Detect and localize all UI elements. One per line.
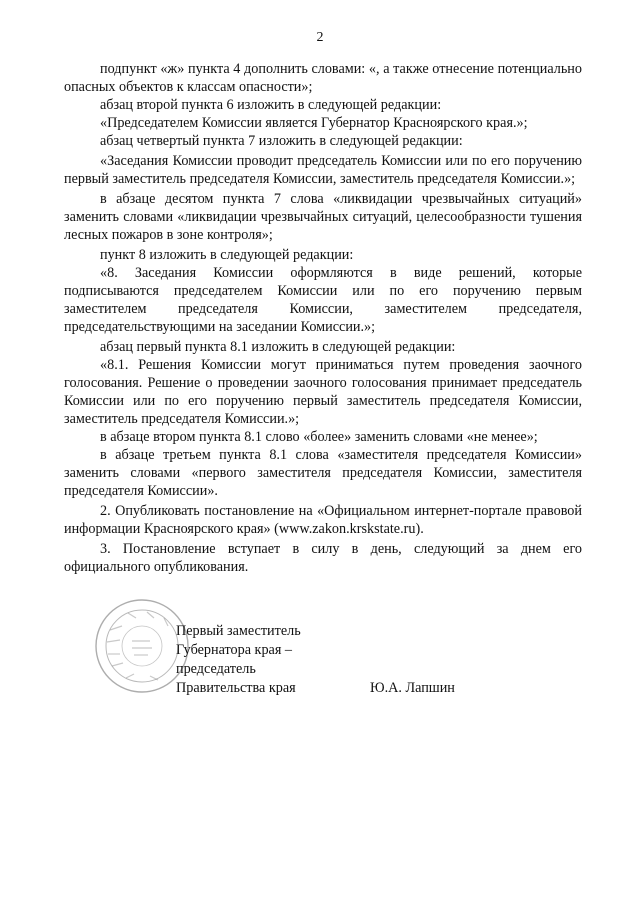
paragraph: в абзаце третьем пункта 8.1 слова «заместителя председателя Комиссии» заменить словами «первого заместителя председателя Комиссии, заместителя председателя Комиссии». — [64, 447, 582, 499]
document-body — [64, 60, 582, 576]
paragraph: в абзаце втором пункта 8.1 слово «более» заменить словами «не менее»; — [100, 429, 538, 445]
paragraph: абзац четвертый пункта 7 изложить в следующей редакции: — [100, 133, 463, 149]
signature-line: председатель — [176, 661, 256, 677]
signature-position — [176, 622, 301, 698]
signature-line: Первый заместитель — [176, 623, 301, 639]
signature-line: Правительства края — [176, 680, 296, 696]
paragraph: 2. Опубликовать постановление на «Официальном интернет-портале правовой информации Красноярского края» (www.zakon.krskstate.ru). — [64, 503, 582, 537]
paragraph: 3. Постановление вступает в силу в день, следующий за днем его официального опубликования. — [64, 541, 582, 575]
paragraph: «Председателем Комиссии является Губернатор Красноярского края.»; — [100, 115, 528, 131]
page-number: 2 — [316, 30, 324, 45]
paragraph: «8. Заседания Комиссии оформляются в виде решений, которые подписываются председателем Комиссии или по его поручению первым заместителем председателя Комиссии, заместителем председателя, председательствующими на заседании Комиссии.»; — [64, 265, 582, 335]
signature-line: Губернатора края – — [176, 642, 293, 658]
paragraph: «8.1. Решения Комиссии могут приниматься путем проведения заочного голосования. Решение о проведении заочного голосования принимает председатель Комиссии или по его поручению первый заместитель председателя Комиссии, заместитель председателя Комиссии.»; — [64, 357, 582, 427]
paragraph: абзац второй пункта 6 изложить в следующей редакции: — [100, 97, 442, 113]
signer-name: Ю.А. Лапшин — [370, 680, 455, 696]
paragraph: пункт 8 изложить в следующей редакции: — [100, 247, 354, 263]
paragraph: подпункт «ж» пункта 4 дополнить словами: «, а также отнесение потенциально опасных объектов к классам опасности»; — [64, 61, 582, 95]
paragraph: «Заседания Комиссии проводит председатель Комиссии или по его поручению первый заместитель председателя Комиссии, заместитель председателя Комиссии.»; — [64, 153, 582, 187]
paragraph: абзац первый пункта 8.1 изложить в следующей редакции: — [100, 339, 456, 355]
paragraph: в абзаце десятом пункта 7 слова «ликвидации чрезвычайных ситуаций» заменить словами «ликвидации чрезвычайных ситуаций, целесообразности тушения лесных пожаров в зоне контроля»; — [64, 191, 582, 243]
